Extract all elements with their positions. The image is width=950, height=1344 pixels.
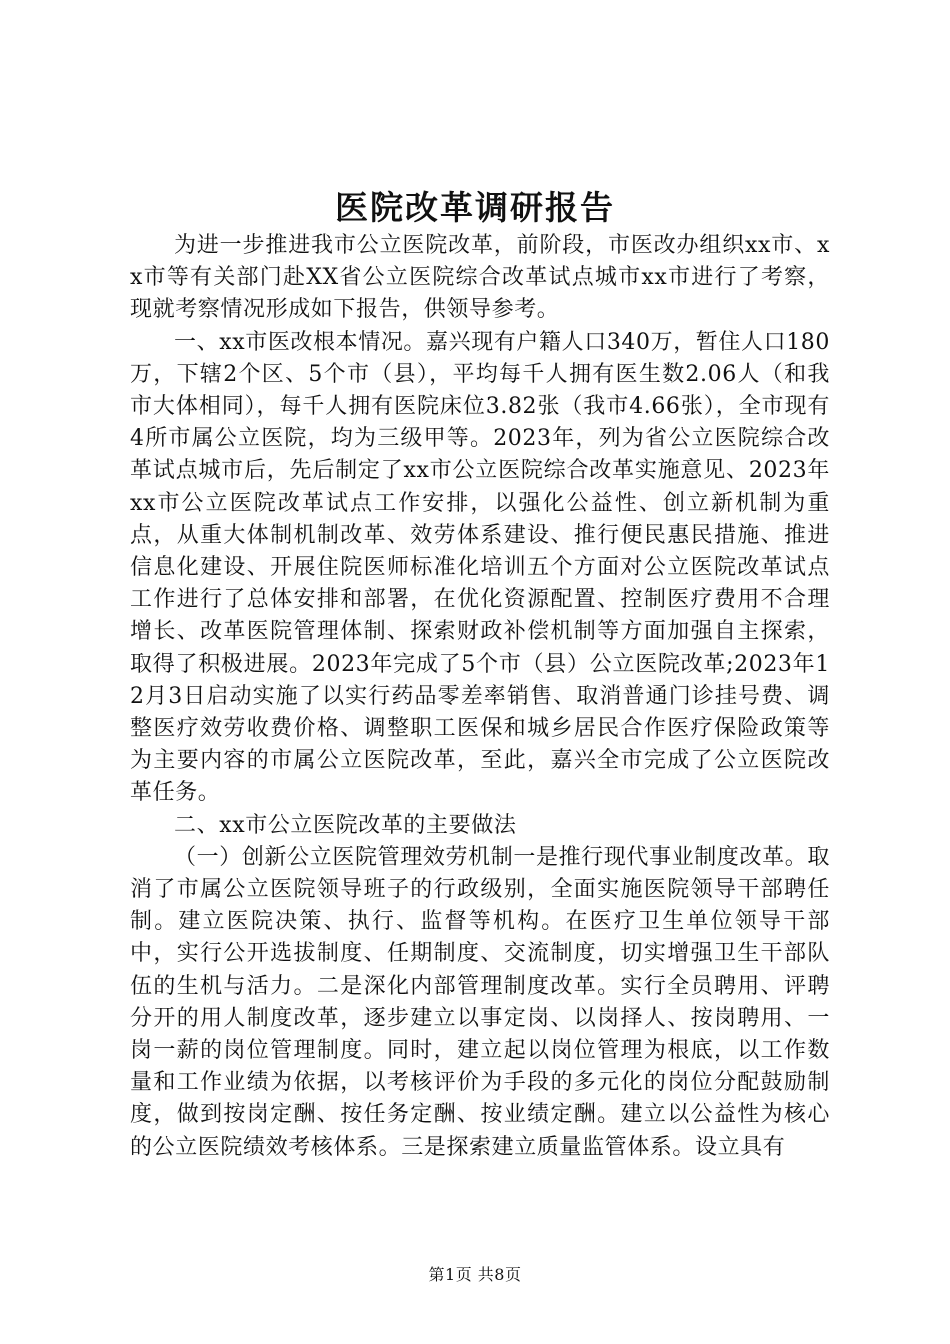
- document-body: [130, 230, 830, 1164]
- paragraph-intro: 为进一步推进我市公立医院改革，前阶段，市医改办组织xx市、xx市等有关部门赴XX省公立医院综合改革试点城市xx市进行了考察，现就考察情况形成如下报告，供领导参考。: [130, 233, 830, 323]
- paragraph-section-one: 一、xx市医改根本情况。嘉兴现有户籍人口340万，暂住人口180万，下辖2个区、5个市（县），平均每千人拥有医生数2.06人（和我市大体相同），每千人拥有医院床位3.82张（我市4.66张），全市现有4所市属公立医院，均为三级甲等。2023年，列为省公立医院综合改革试点城市后，先后制定了xx市公立医院综合改革实施意见、2023年xx市公立医院改革试点工作安排，以强化公益性、创立新机制为重点，从重大体制机制改革、效劳体系建设、推行便民惠民措施、推进信息化建设、开展住院医师标准化培训五个方面对公立医院改革试点工作进行了总体安排和部署，在优化资源配置、控制医疗费用不合理增长、改革医院管理体制、探索财政补偿机制等方面加强自主探索，取得了积极进展。2023年完成了5个市（县）公立医院改革;2023年12月3日启动实施了以实行药品零差率销售、取消普通门诊挂号费、调整医疗效劳收费价格、调整职工医保和城乡居民合作医疗保险政策等为主要内容的市属公立医院改革，至此，嘉兴全市完成了公立医院改革任务。: [130, 329, 830, 806]
- document-title: 医院改革调研报告: [335, 188, 615, 227]
- section-heading: 二、xx市公立医院改革的主要做法: [174, 812, 517, 838]
- paragraph-subsection-one: （一）创新公立医院管理效劳机制一是推行现代事业制度改革。取消了市属公立医院领导班子的行政级别，全面实施医院领导干部聘任制。建立医院决策、执行、监督等机构。在医疗卫生单位领导干部中，实行公开选拔制度、任期制度、交流制度，切实增强卫生干部队伍的生机与活力。二是深化内部管理制度改革。实行全员聘用、评聘分开的用人制度改革，逐步建立以事定岗、以岗择人、按岗聘用、一岗一薪的岗位管理制度。同时，建立起以岗位管理为根底，以工作数量和工作业绩为依据，以考核评价为手段的多元化的岗位分配鼓励制度，做到按岗定酬、按任务定酬、按业绩定酬。建立以公益性为核心的公立医院绩效考核体系。三是探索建立质量监管体系。设立具有: [130, 844, 830, 1160]
- page-number-footer: 第1页 共8页: [428, 1265, 522, 1284]
